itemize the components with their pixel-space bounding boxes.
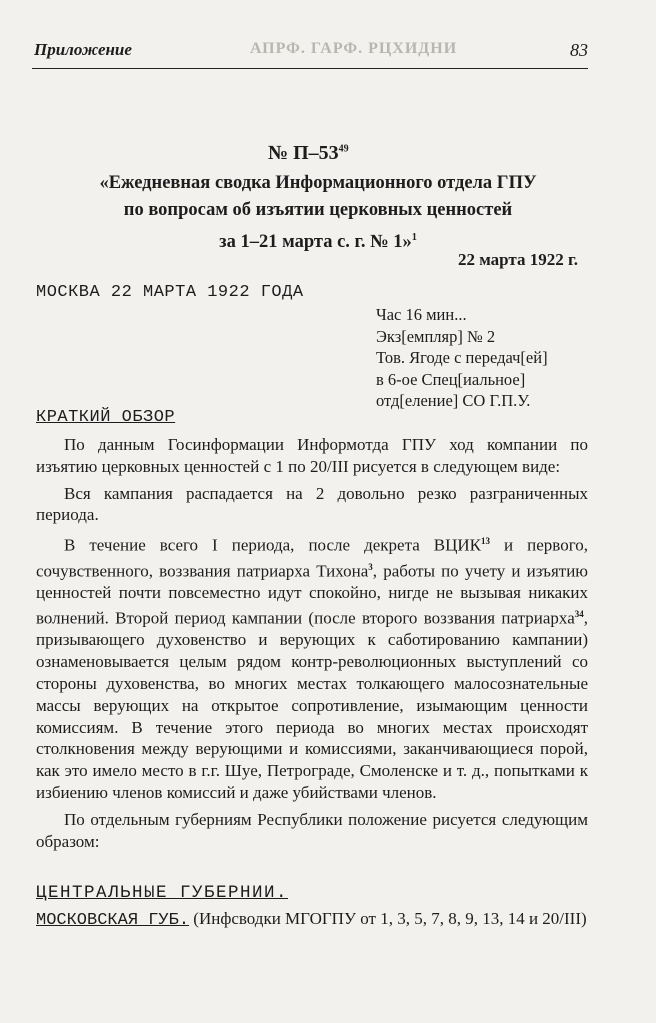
summary-heading: КРАТКИЙ ОБЗОР bbox=[36, 408, 176, 427]
title-line: за 1–21 марта с. г. № 1»$^1$ bbox=[219, 232, 417, 253]
paragraph: В течение всего I периода, после декрета ВЦИК$^{13}$ и первого, сочувственного, воззвания патриарха Тихона$^3$, работы по учету и изъятию ценностей почти повсеместно идут спокойно, нигде не вызывая никаких волнений. Второй период кампании (после второго воззвания патриарха$^{34}$, призывающего духовенство и верующих к саботированию кампании) ознаменовывается целым рядом контр-революционных выступлений со стороны духовенства, во многих местах толкающего малосознательные массы верующих на открытое сопротивление, изымающим ценности комиссиям. В течение этого периода во многих местах происходят столкновения между верующими и комиссиями, заканчивающиеся порой, как это имело место в г.г. Шуе, Петрограде, Смоленске и т. д., попытками к избиению членов комиссий и даже убийствами членов. bbox=[36, 535, 588, 802]
moscow-province-line: МОСКОВСКАЯ ГУБ. (Инфсводки МГОГПУ от 1, 3, 5, 7, 8, 9, 13, 14 и 20/III) bbox=[36, 909, 587, 930]
title-line: по вопросам об изъятии церковных ценностей bbox=[123, 200, 513, 220]
paragraph: По отдельным губерниям Республики положение рисуется следующим образом: bbox=[36, 809, 588, 851]
paragraph: По данным Госинформации Информотда ГПУ ход компании по изъятию церковных ценностей с 1 по 20/III рисуется в следующем виде: bbox=[36, 435, 588, 476]
central-provinces-heading: ЦЕНТРАЛЬНЫЕ ГУБЕРНИИ. bbox=[36, 883, 289, 903]
moscow-province-label: МОСКОВСКАЯ ГУБ. bbox=[36, 911, 190, 930]
section-label: Приложение bbox=[34, 40, 132, 59]
stamp-line: в 6-ое Спец[иальное] bbox=[376, 369, 526, 389]
stamp-line: Тов. Ягоде с передач[ей] bbox=[376, 348, 548, 367]
page-number: 83 bbox=[570, 40, 588, 60]
footnote-ref: 3 bbox=[368, 561, 373, 572]
stamp-line: Час 16 мин... bbox=[376, 305, 467, 324]
stamp-line: отд[еление] СО Г.П.У. bbox=[376, 391, 531, 410]
document-number: № $П-53^{49}$ bbox=[268, 142, 349, 164]
document-title bbox=[48, 170, 588, 256]
stamp-line: Экз[емпляр] № 2 bbox=[376, 326, 496, 346]
footnote-ref: 1 bbox=[411, 232, 417, 243]
footnote-ref: 13 bbox=[481, 536, 490, 547]
bleed-through-text: АПРФ. ГАРФ. РЦХИДНИ bbox=[250, 40, 458, 57]
city-date-heading: МОСКВА 22 МАРТА 1922 ГОДА bbox=[36, 283, 304, 302]
footnote-ref: 34 bbox=[574, 608, 584, 619]
routing-stamp bbox=[376, 304, 548, 412]
document-date: 22 марта 1922 г. bbox=[457, 250, 578, 269]
body-text bbox=[36, 434, 588, 857]
paragraph: Вся кампания распадается на 2 довольно резко разграниченных периода. bbox=[36, 483, 588, 525]
footnote-ref: 49 bbox=[338, 143, 349, 155]
title-line: «Ежедневная сводка Информационного отдела ГПУ bbox=[99, 173, 537, 193]
